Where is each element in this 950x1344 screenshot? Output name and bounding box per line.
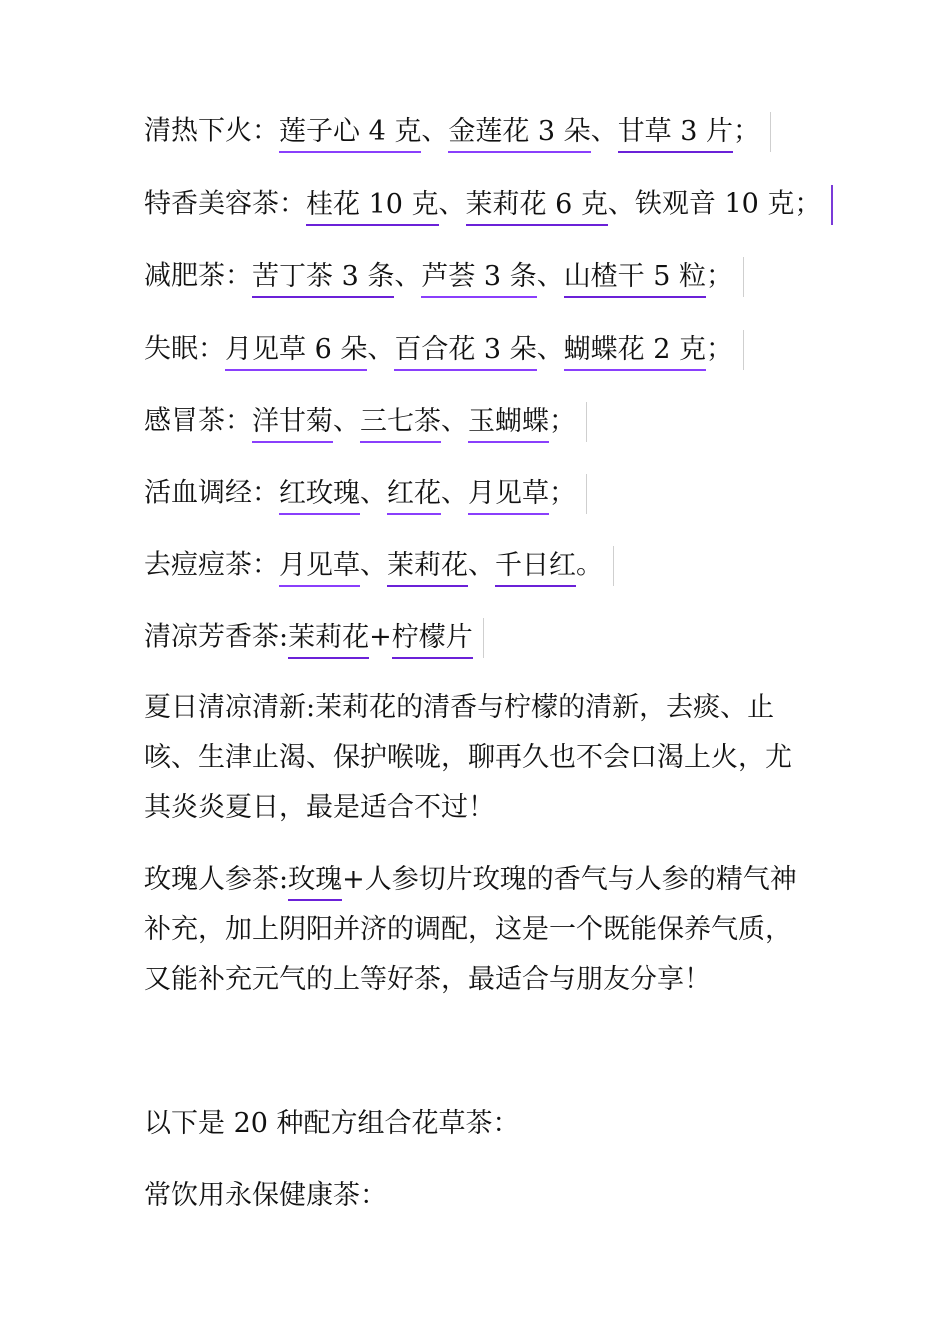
ingredient: 月见草: [468, 478, 549, 515]
recipe-line-beauty: 特香美容茶：桂花 10 克、茉莉花 6 克、铁观音 10 克；: [144, 185, 833, 225]
text-cursor-mark: [743, 257, 744, 297]
ingredient: 茉莉花: [387, 550, 468, 587]
ingredient: 月见草: [279, 550, 360, 587]
ingredient: 红花: [387, 478, 441, 515]
recipe-line-fragrant: 清凉芳香茶:茉莉花+柠檬片: [144, 618, 484, 658]
ingredient: 茉莉花 6 克: [466, 189, 608, 226]
ingredient: 金莲花 3 朵: [448, 116, 590, 153]
ingredient: 莲子心 4 克: [279, 116, 421, 153]
ingredient: 桂花 10 克: [306, 189, 439, 226]
ingredient: 洋甘菊: [252, 406, 333, 443]
recipe-label: 特香美容茶：: [144, 188, 306, 220]
recipe-label: 去痘痘茶：: [144, 549, 279, 581]
ingredient: 苦丁茶 3 条: [252, 261, 394, 298]
ingredient: 月见草 6 朵: [225, 334, 367, 371]
ingredient: 百合花 3 朵: [394, 334, 536, 371]
recipe-label: 失眠：: [144, 333, 225, 365]
ingredient: 千日红: [495, 550, 576, 587]
paragraph-rose-ginseng: [144, 855, 812, 1005]
ingredient: 山楂干 5 粒: [564, 261, 706, 298]
ingredient: 红玫瑰: [279, 478, 360, 515]
section-heading: 以下是 20 种配方组合花草茶：: [144, 1108, 520, 1139]
recipe-label: 活血调经：: [144, 477, 279, 509]
text-cursor-mark: [743, 330, 744, 370]
recipe-line-slimming: 减肥茶：苦丁茶 3 条、芦荟 3 条、山楂干 5 粒；: [144, 257, 744, 297]
text-cursor-mark: [613, 546, 614, 586]
recipe-line-acne: 去痘痘茶：月见草、茉莉花、千日红。: [144, 546, 614, 586]
recipe-label: 减肥茶：: [144, 260, 252, 292]
paragraph-text: +人参切片玫瑰的香气与人参的精气神补充，加上阴阳并济的调配，这是一个既能保养气质，又能补充元气的上等好茶，最适合与朋友分享！: [144, 864, 797, 995]
ingredient: 芦荟 3 条: [421, 261, 536, 298]
recipe-line-blood: 活血调经：红玫瑰、红花、月见草；: [144, 474, 587, 514]
ingredient: 柠檬片: [392, 622, 473, 659]
ingredient: 甘草 3 片: [618, 116, 733, 153]
paragraph-summer: 夏日清凉清新:茉莉花的清香与柠檬的清新，去痰、止咳、生津止渴、保护喉咙，聊再久也不会口渴上火，尤其炎炎夏日，最是适合不过！: [144, 692, 792, 823]
text-cursor-mark: [586, 402, 587, 442]
recipe-label: 清凉芳香茶:: [144, 621, 289, 653]
ingredient: 茉莉花: [288, 622, 369, 659]
recipe-line-cooling: 清热下火：莲子心 4 克、金莲花 3 朵、甘草 3 片；: [144, 112, 771, 152]
recipe-line-insomnia: 失眠：月见草 6 朵、百合花 3 朵、蝴蝶花 2 克；: [144, 330, 744, 370]
ingredient: 三七茶: [360, 406, 441, 443]
recipe-label: 清热下火：: [144, 115, 279, 147]
recipe-label: 玫瑰人参茶:: [144, 864, 289, 895]
text-cursor-mark: [831, 185, 833, 225]
ingredient: 玫瑰: [288, 864, 342, 901]
ingredient: 铁观音 10 克: [634, 188, 795, 220]
recipe-line-cold: 感冒茶：洋甘菊、三七茶、玉蝴蝶；: [144, 402, 587, 442]
ingredient: 玉蝴蝶: [468, 406, 549, 443]
text-cursor-mark: [770, 112, 771, 152]
ingredient: 蝴蝶花 2 克: [564, 334, 706, 371]
section-subheading: 常饮用永保健康茶：: [144, 1180, 387, 1211]
recipe-label: 感冒茶：: [144, 405, 252, 437]
text-cursor-mark: [483, 618, 484, 658]
text-cursor-mark: [586, 474, 587, 514]
